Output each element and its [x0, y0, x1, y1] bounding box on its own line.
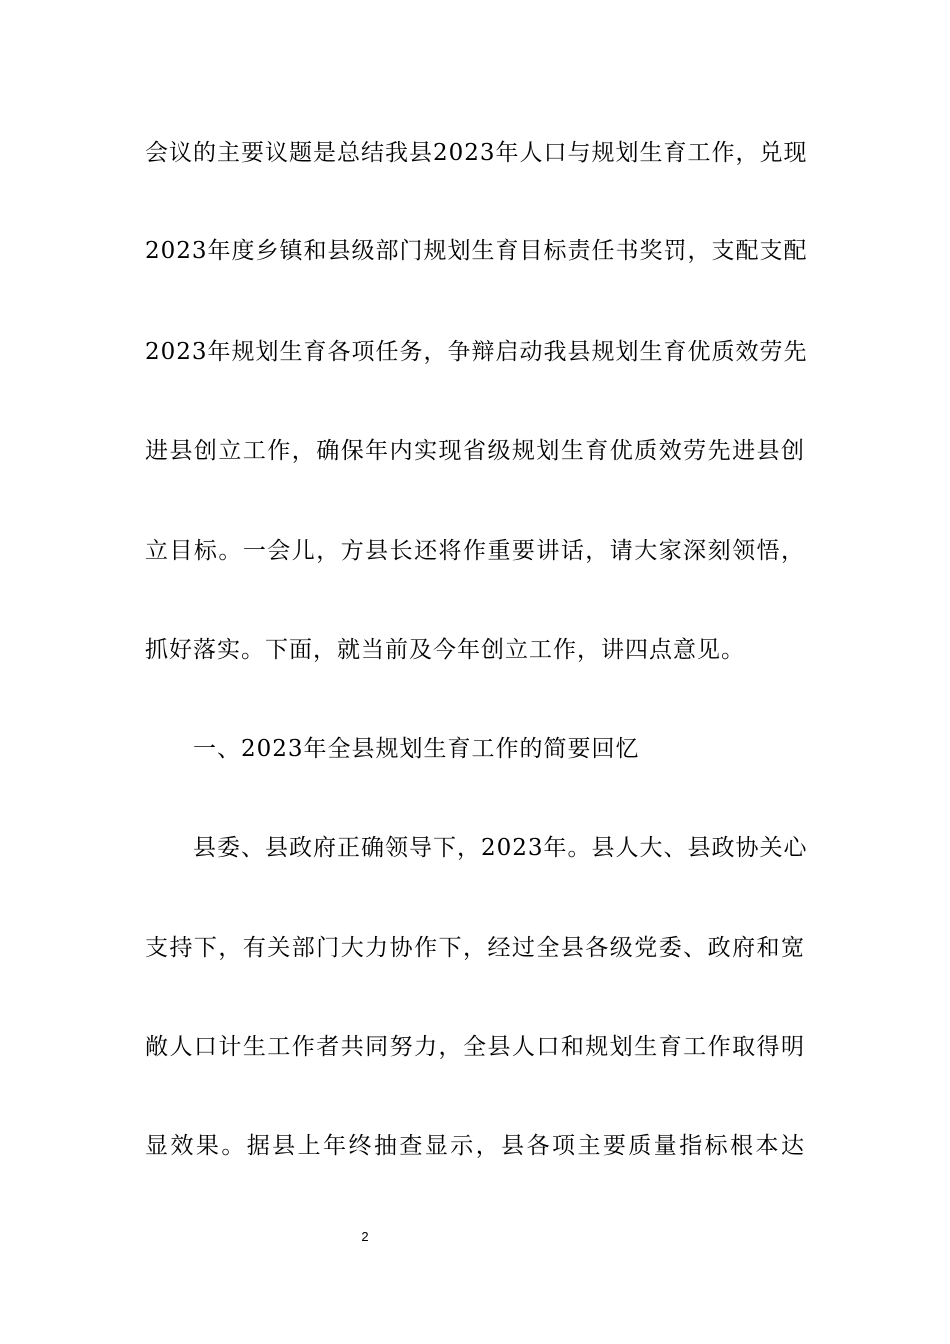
page-number: 2	[361, 1229, 369, 1244]
body-text-line-4: 进县创立工作，确保年内实现省级规划生育优质效劳先进县创	[145, 438, 805, 464]
body-text-line-6: 抓好落实。下面，就当前及今年创立工作，讲四点意见。	[145, 637, 745, 663]
body-text-line-11: 显效果。据县上年终抽查显示，县各项主要质量指标根本达	[145, 1133, 805, 1159]
body-text-line-3: 2023年规划生育各项任务，争辩启动我县规划生育优质效劳先	[145, 339, 808, 365]
body-text-line-8: 县委、县政府正确领导下，2023年。县人大、县政协关心	[193, 835, 808, 861]
body-text-line-1: 会议的主要议题是总结我县2023年人口与规划生育工作，兑现	[145, 140, 808, 166]
body-text-line-10: 敞人口计生工作者共同努力，全县人口和规划生育工作取得明	[145, 1034, 805, 1060]
section-heading: 一、2023年全县规划生育工作的简要回忆	[193, 736, 640, 762]
body-text-line-2: 2023年度乡镇和县级部门规划生育目标责任书奖罚，支配支配	[145, 238, 808, 264]
body-text-line-5: 立目标。一会儿，方县长还将作重要讲话，请大家深刻领悟，	[145, 538, 805, 564]
body-text-line-9: 支持下，有关部门大力协作下，经过全县各级党委、政府和宽	[145, 935, 805, 961]
